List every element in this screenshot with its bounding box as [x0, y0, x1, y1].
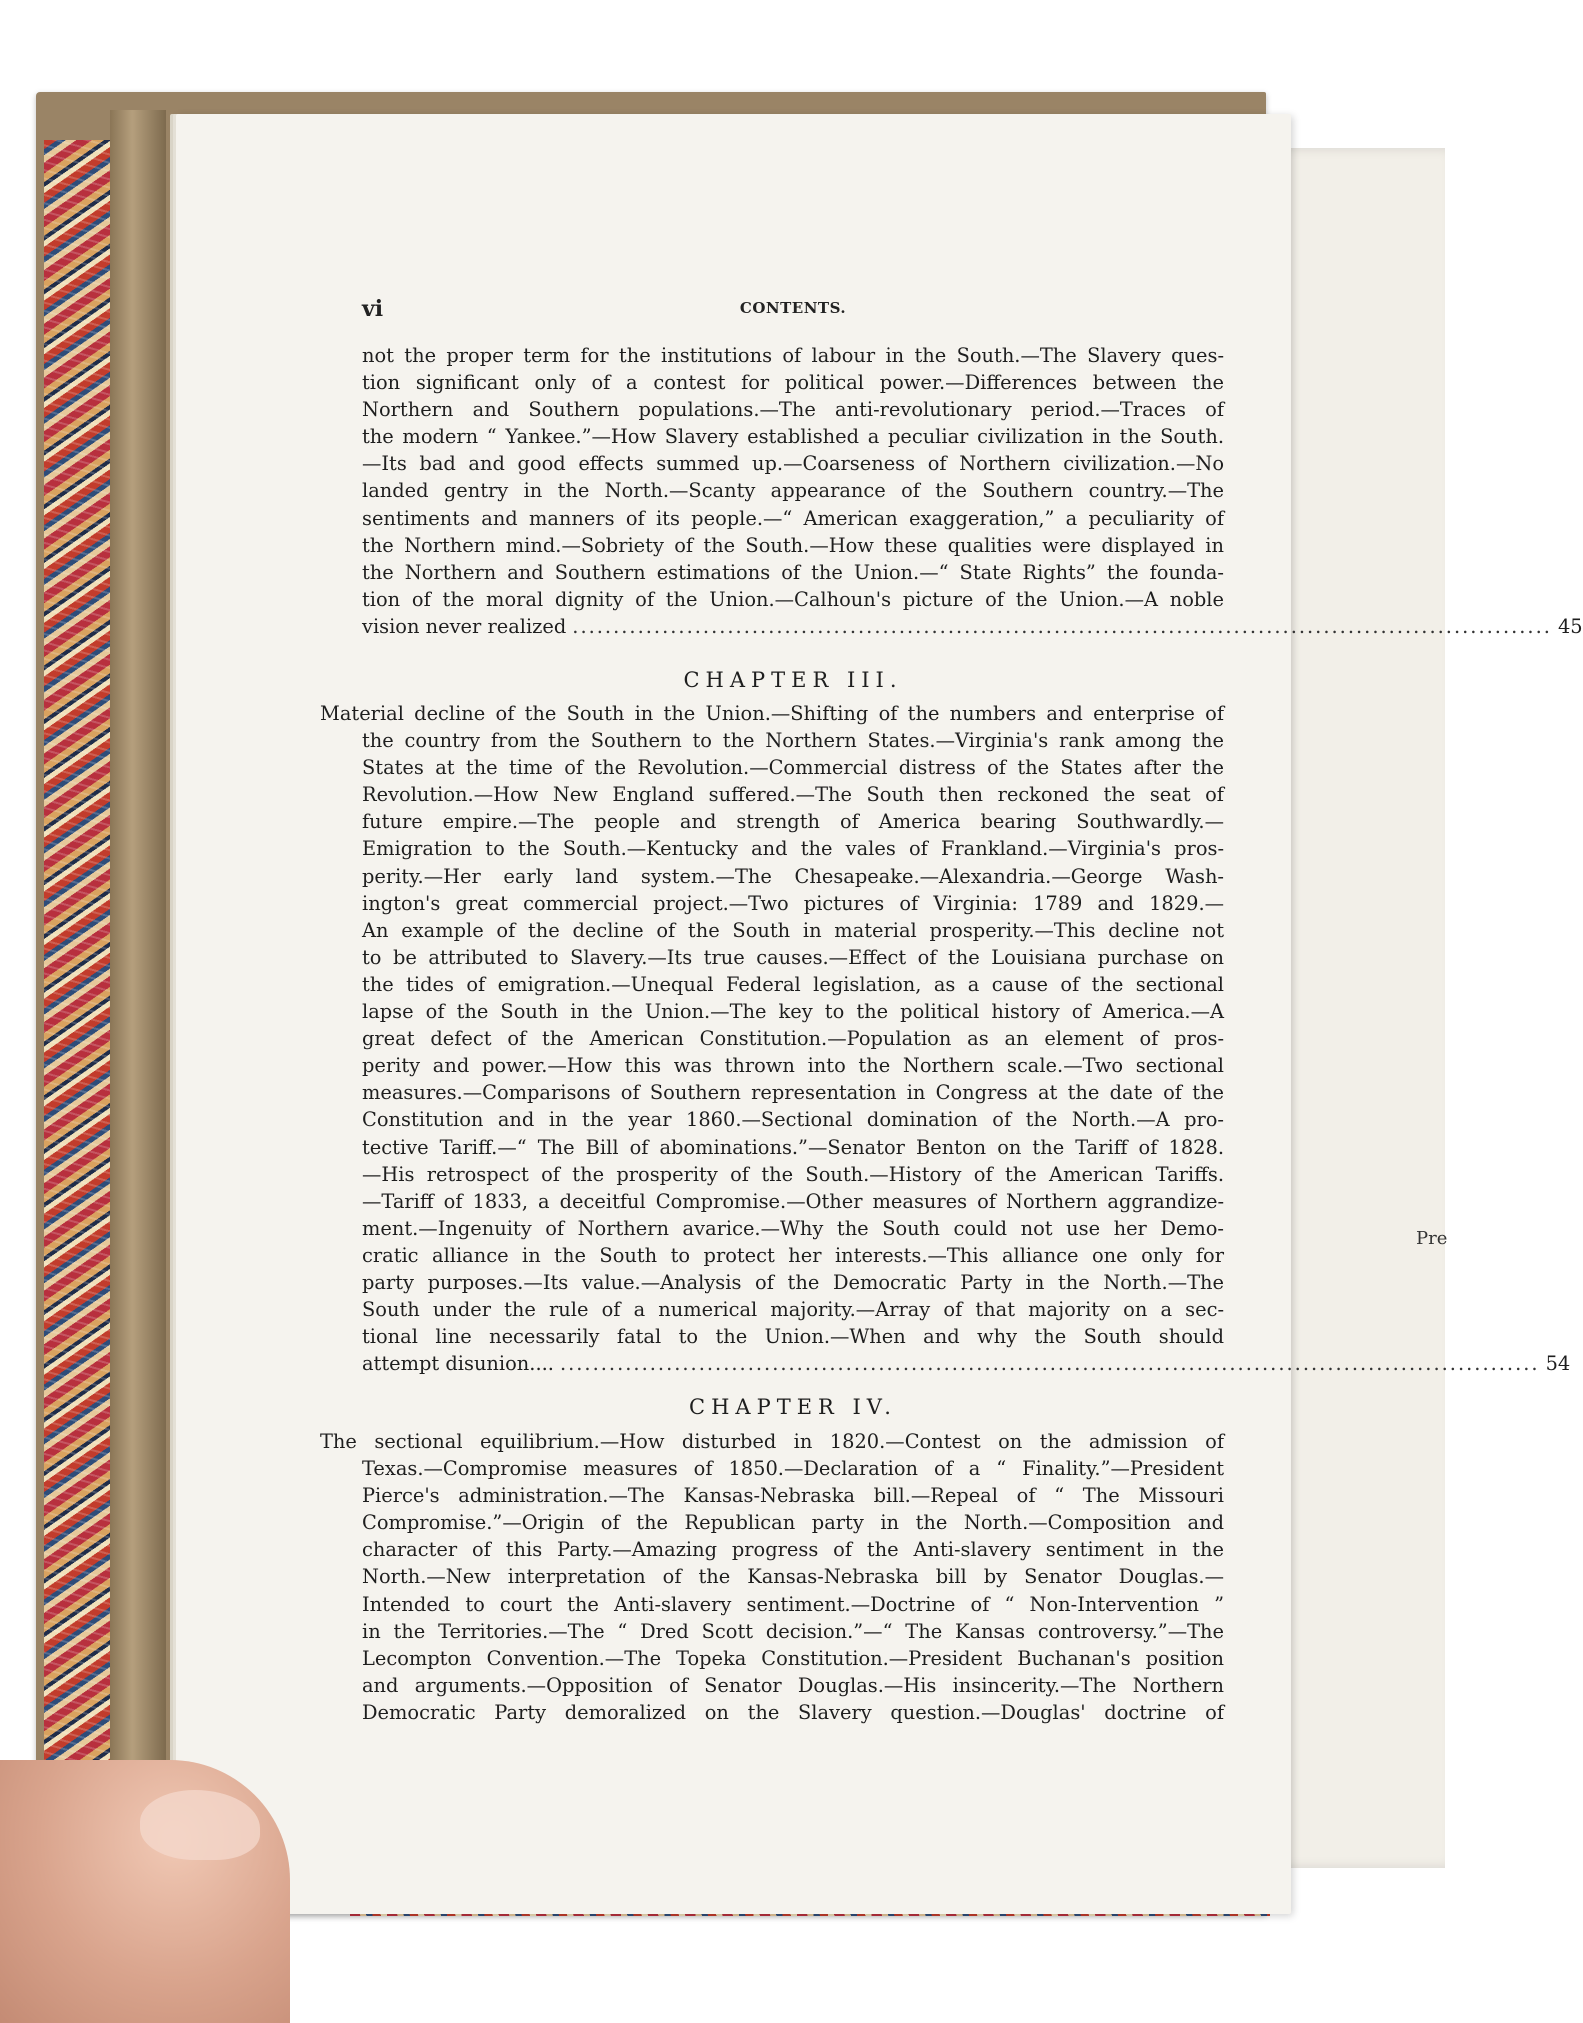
summary-line: ment.—Ingenuity of Northern avarice.—Why the South could not use her Demo-: [362, 1216, 1224, 1240]
chapter-3-summary: [320, 700, 1571, 1377]
summary-line: future empire.—The people and strength of America bearing Southwardly.—: [362, 810, 1224, 834]
summary-line: Lecompton Convention.—The Topeka Constitution.—President Buchanan's position: [362, 1646, 1224, 1670]
summary-line: the tides of emigration.—Unequal Federal legislation, as a cause of the sectional: [362, 972, 1224, 996]
summary-line: North.—New interpretation of the Kansas-Nebraska bill by Senator Douglas.—: [362, 1565, 1224, 1589]
page-number: vi: [362, 296, 384, 322]
book-board-edge: [110, 110, 166, 1910]
summary-line: Intended to court the Anti-slavery sentiment.—Doctrine of “ Non-Intervention ”: [362, 1592, 1224, 1616]
summary-line: the Northern mind.—Sobriety of the South.—How these qualities were displayed in: [362, 533, 1224, 557]
summary-line: the country from the Southern to the Northern States.—Virginia's rank among the: [362, 729, 1224, 753]
summary-line: Emigration to the South.—Kentucky and the vales of Frankland.—Virginia's pros-: [362, 837, 1224, 861]
page-header: [362, 296, 1224, 324]
summary-line: the Northern and Southern estimations of the Union.—“ State Rights” the founda-: [362, 560, 1224, 584]
summary-line: sentiments and manners of its people.—“ American exaggeration,” a peculiarity of: [362, 506, 1224, 530]
holding-thumb: [0, 1760, 290, 2023]
summary-line: vision never realized: [362, 614, 567, 638]
summary-line: tion of the moral dignity of the Union.—Calhoun's picture of the Union.—A noble: [362, 587, 1224, 611]
summary-line: States at the time of the Revolution.—Commercial distress of the States after the: [362, 756, 1224, 780]
summary-line: Texas.—Compromise measures of 1850.—Declaration of a “ Finality.”—President: [362, 1457, 1224, 1481]
summary-line: —His retrospect of the prosperity of the South.—History of the American Tariffs.: [362, 1162, 1224, 1186]
summary-line: and arguments.—Opposition of Senator Douglas.—His insincerity.—The Northern: [362, 1673, 1224, 1697]
summary-line: An example of the decline of the South in material prosperity.—This decline not: [362, 918, 1224, 942]
summary-line: lapse of the South in the Union.—The key to the political history of America.—A: [362, 1000, 1224, 1024]
chapter-4-heading: CHAPTER IV.: [689, 1395, 897, 1419]
chapter-3-heading: CHAPTER III.: [683, 668, 903, 692]
summary-line: tion significant only of a contest for political power.—Differences between the: [362, 371, 1224, 395]
summary-line: character of this Party.—Amazing progress of the Anti-slavery sentiment in the: [362, 1538, 1224, 1562]
summary-line: measures.—Comparisons of Southern representation in Congress at the date of the: [362, 1081, 1224, 1105]
running-head: CONTENTS.: [739, 299, 847, 317]
page-reference: 54: [1545, 1352, 1571, 1376]
summary-line: —Tariff of 1833, a deceitful Compromise.—Other measures of Northern aggrandize-: [362, 1189, 1224, 1213]
summary-line: tional line necessarily fatal to the Union.—When and why the South should: [362, 1325, 1224, 1349]
summary-line: Northern and Southern populations.—The anti-revolutionary period.—Traces of: [362, 398, 1224, 422]
dot-leader: ........................................................................................................................: [572, 614, 1552, 638]
chapter-4-summary: [320, 1428, 1224, 1726]
summary-line: ington's great commercial project.—Two pictures of Virginia: 1789 and 1829.—: [362, 891, 1224, 915]
marbled-endpaper: [44, 140, 113, 1900]
summary-line: perity and power.—How this was thrown into the Northern scale.—Two sectional: [362, 1054, 1224, 1078]
summary-line: The sectional equilibrium.—How disturbed in 1820.—Contest on the admission of: [320, 1430, 1224, 1453]
summary-line: —Its bad and good effects summed up.—Coarseness of Northern civilization.—No: [362, 452, 1224, 476]
summary-line: Pierce's administration.—The Kansas-Nebraska bill.—Repeal of “ The Missouri: [362, 1484, 1224, 1508]
next-page-text-fragment: Pre: [1416, 1228, 1448, 1249]
page-reference: 45: [1557, 614, 1583, 638]
summary-line: to be attributed to Slavery.—Its true causes.—Effect of the Louisiana purchase on: [362, 945, 1224, 969]
summary-last-line: [362, 1350, 1571, 1377]
summary-line: landed gentry in the North.—Scanty appearance of the Southern country.—The: [362, 479, 1224, 503]
summary-line: Compromise.”—Origin of the Republican party in the North.—Composition and: [362, 1511, 1224, 1535]
summary-line: Revolution.—How New England suffered.—The South then reckoned the seat of: [362, 783, 1224, 807]
summary-line: tective Tariff.—“ The Bill of abominations.”—Senator Benton on the Tariff of 1828.: [362, 1135, 1224, 1159]
chapter-2-summary-continued: [362, 342, 1583, 640]
summary-line: perity.—Her early land system.—The Chesapeake.—Alexandria.—George Wash-: [362, 864, 1224, 888]
summary-line: the modern “ Yankee.”—How Slavery established a peculiar civilization in the South.: [362, 425, 1224, 449]
dot-leader: ........................................................................................................................: [559, 1352, 1540, 1376]
summary-line: great defect of the American Constitution.—Population as an element of pros-: [362, 1027, 1224, 1051]
summary-line: party purposes.—Its value.—Analysis of the Democratic Party in the North.—The: [362, 1270, 1224, 1294]
summary-line: Constitution and in the year 1860.—Sectional domination of the North.—A pro-: [362, 1108, 1224, 1132]
summary-line: attempt disunion....: [362, 1352, 554, 1376]
summary-line: South under the rule of a numerical majority.—Array of that majority on a sec-: [362, 1298, 1224, 1322]
summary-line: Democratic Party demoralized on the Slavery question.—Douglas' doctrine of: [362, 1700, 1224, 1724]
summary-line: in the Territories.—The “ Dred Scott decision.”—“ The Kansas controversy.”—The: [362, 1619, 1224, 1643]
summary-last-line: [362, 613, 1583, 640]
summary-line: not the proper term for the institutions of labour in the South.—The Slavery ques-: [362, 344, 1224, 367]
summary-line: Material decline of the South in the Union.—Shifting of the numbers and enterprise of: [320, 702, 1224, 725]
summary-line: cratic alliance in the South to protect her interests.—This alliance one only for: [362, 1243, 1224, 1267]
